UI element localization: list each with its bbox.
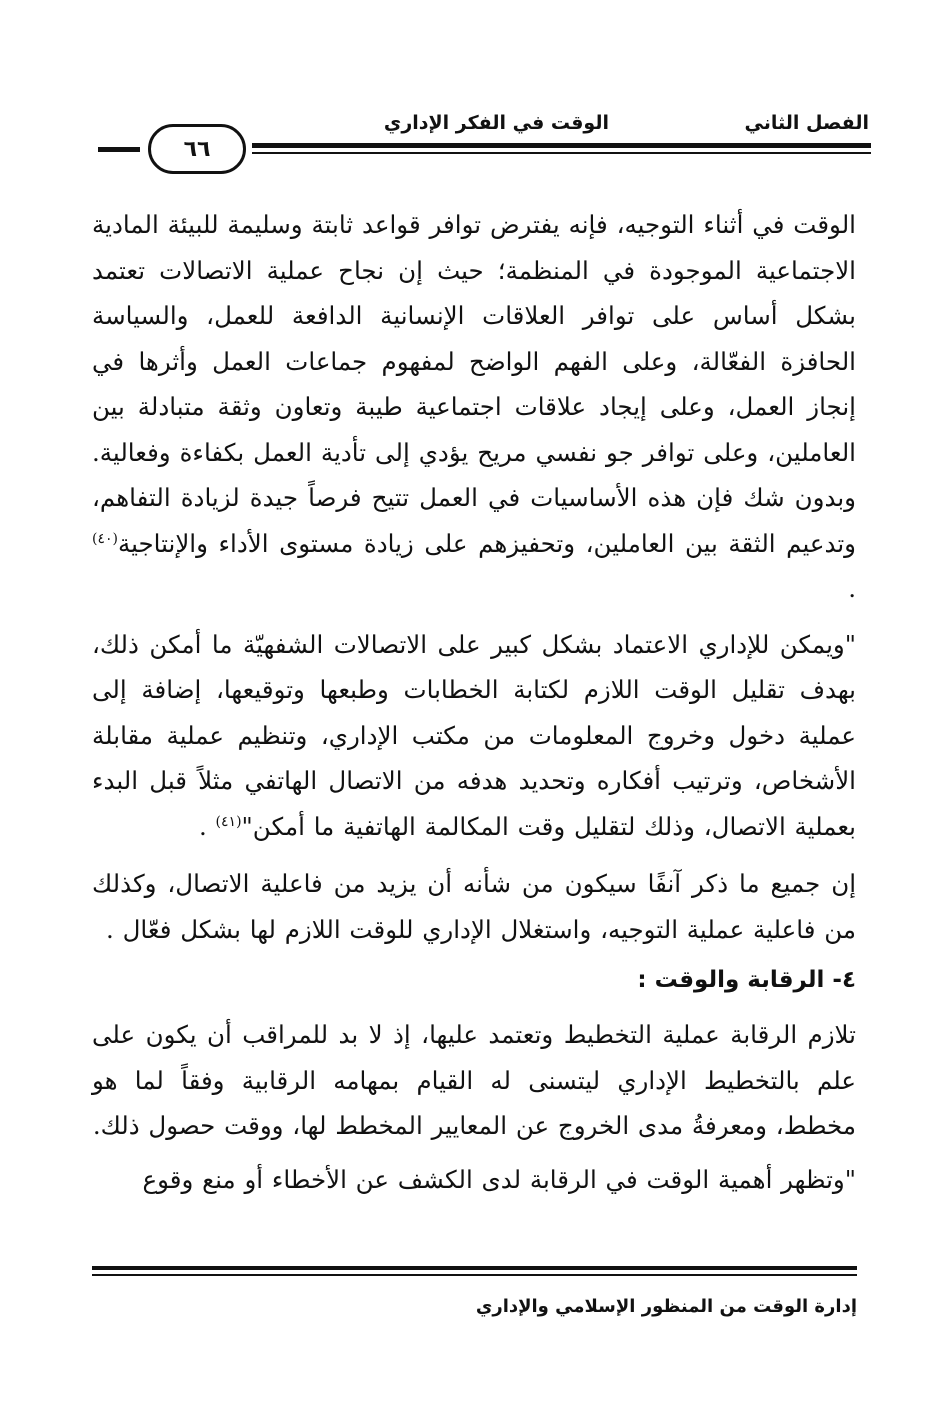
page-number: ٦٦ <box>183 136 211 162</box>
paragraph-2-end: . <box>198 811 216 841</box>
footnote-ref-41: (٤١) <box>215 813 242 830</box>
running-title: الوقت في الفكر الإداري <box>383 112 609 134</box>
page-header <box>0 0 949 180</box>
header-rule-thick <box>252 143 871 148</box>
footnote-ref-40: (٤٠) <box>92 530 118 547</box>
section-heading-control-and-time: ٤- الرقابة والوقت : <box>637 967 856 993</box>
header-rule-thin <box>252 152 871 154</box>
page-number-dash <box>98 147 140 152</box>
paragraph-1-end: . <box>848 574 856 603</box>
paragraph-5-quote: "وتظهر أهمية الوقت في الرقابة لدى الكشف عن الأخطاء أو منع وقوع <box>142 1164 856 1194</box>
paragraph-1 <box>92 202 856 612</box>
footer-rule-thick <box>92 1266 857 1270</box>
paragraph-2-quote <box>92 622 856 850</box>
footer-rule-thin <box>92 1274 857 1276</box>
paragraph-4: تلازم الرقابة عملية التخطيط وتعتمد عليها، إذ لا بد للمراقب أن يكون على علم بالتخطيط الإداري ليتسنى له القيام بمهامه الرقابية وفقاً لما هو مخطط، ومعرفةُ مدى الخروج عن المعايير المخطط لها، ووقت حصول ذلك. <box>92 1020 856 1140</box>
footer-book-title: إدارة الوقت من المنظور الإسلامي والإداري <box>475 1296 857 1317</box>
paragraph-2-text: "ويمكن للإداري الاعتماد بشكل كبير على الاتصالات الشفهيّة ما أمكن ذلك، بهدف تقليل الوقت اللازم لكتابة الخطابات وطبعها وتوقيعها، إضافة إلى عملية دخول وخروج المعلومات من مكتب الإداري، وتنظيم عملية مقابلة الأشخاص، وترتيب أفكاره وتحديد هدفه من الاتصال الهاتفي مثلاً قبل البدء بعملية الاتصال، وذلك لتقليل وقت المكالمة الهاتفية ما أمكن" <box>92 629 856 841</box>
paragraph-3: إن جميع ما ذكر آنفًا سيكون من شأنه أن يزيد من فاعلية الاتصال، وكذلك من فاعلية عملية التوجيه، واستغلال الإداري للوقت اللازم لها بشكل فعّال . <box>92 869 856 944</box>
page-number-badge <box>148 124 246 174</box>
paragraph-1-text: الوقت في أثناء التوجيه، فإنه يفترض توافر قواعد ثابتة وسليمة للبيئة المادية الاجتماعية الموجودة في المنظمة؛ حيث إن نجاح عملية الاتصالات تعتمد بشكل أساس على توافر العلاقات الإنسانية الدافعة للعمل، والسياسة الحافزة الفعّالة، وعلى الفهم الواضح لمفهوم جماعات العمل وأثرها في إنجاز العمل، وعلى إيجاد علاقات اجتماعية طيبة وتعاون وثقة متبادلة بين العاملين، وعلى توافر جو نفسي مريح يؤدي إلى تأدية العمل بكفاءة وفعالية. وبدون شك فإن هذه الأساسيات في العمل تتيح فرصاً جيدة لزيادة التفاهم، وتدعيم الثقة بين العاملين، وتحفيزهم على زيادة مستوى الأداء والإنتاجية <box>92 210 856 558</box>
chapter-label: الفصل الثاني <box>744 112 869 134</box>
page-body <box>92 202 856 1202</box>
